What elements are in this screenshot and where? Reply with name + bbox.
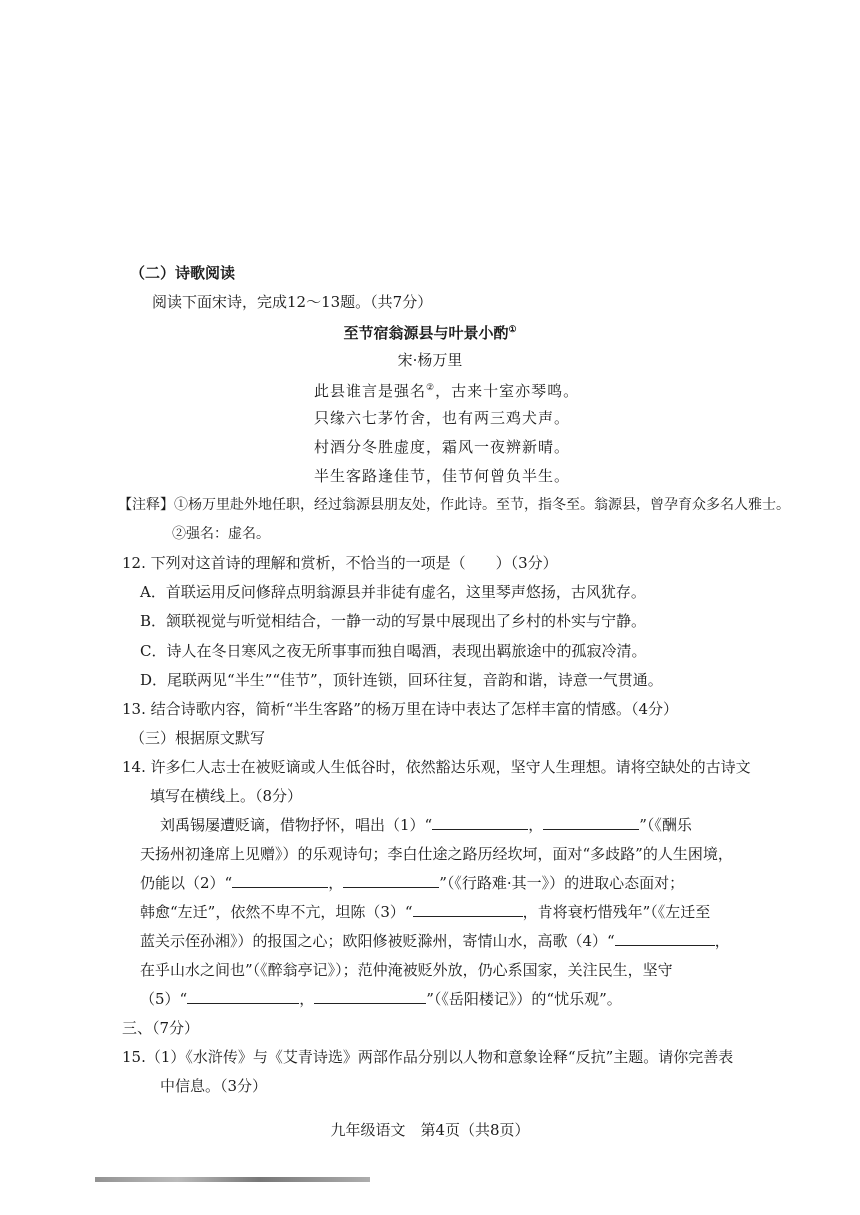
- q14-para-line-2: 天扬州初逢席上见赠》）的乐观诗句；李白仕途之路历经坎坷，面对“多歧路”的人生困境，: [140, 845, 733, 863]
- part3-heading: 三、（7分）: [122, 1019, 200, 1037]
- q14-p3-text-b: ，: [328, 874, 344, 892]
- answer-blank-5b[interactable]: [314, 989, 426, 1004]
- q12-option-b: B．颔联视觉与听觉相结合，一静一动的写景中展现出了乡村的朴实与宁静。: [140, 612, 647, 630]
- q12-option-c: C．诗人在冬日寒风之夜无所事事而独自喝酒，表现出羁旅途中的孤寂冷清。: [140, 642, 647, 660]
- q14-para-line-6: 在乎山水之间也”（《醉翁亭记》）；范仲淹被贬外放，仍心系国家，关注民生，坚守: [140, 961, 673, 979]
- poem-line-1-b: ，古来十室亦琴鸣。: [435, 382, 580, 400]
- q12-stem: 12. 下列对这首诗的理解和赏析，不恰当的一项是（ ）（3分）: [122, 554, 558, 572]
- q14-para-line-4: [140, 901, 710, 923]
- q14-p1-text-c: ”（《酬乐: [639, 816, 692, 834]
- q14-p3-text-a: 仍能以（2）“: [140, 874, 233, 892]
- scan-artifact-line: [95, 1177, 370, 1182]
- section-heading-dictation: （三）根据原文默写: [130, 729, 266, 747]
- q14-p4-text-b: ，肯将衰朽惜残年”（《左迁至: [522, 903, 711, 921]
- q14-p3-text-c: ”（《行路难·其一》）的进取心态面对；: [439, 874, 685, 892]
- note-2: ②强名：虚名。: [172, 526, 270, 542]
- answer-blank-2b[interactable]: [343, 873, 439, 888]
- note-1: 【注释】①杨万里赴外地任职，经过翁源县朋友处，作此诗。至节，指冬至。翁源县，曾孕育众多名人雅士。: [118, 497, 790, 513]
- q14-p4-text-a: 韩愈“左迁”，依然不卑不亢，坦陈（3）“: [140, 903, 413, 921]
- q14-p7-text-c: ”（《岳阳楼记》）的“忧乐观”。: [426, 990, 622, 1008]
- q14-stem-line-1: 14. 许多仁人志士在被贬谪或人生低谷时，依然豁达乐观，坚守人生理想。请将空缺处的古诗文: [122, 758, 751, 776]
- poem-title-note-mark: ①: [508, 325, 517, 335]
- poem-line-1-a: 此县谁言是强名: [314, 382, 427, 400]
- q14-p5-text-a: 蓝关示侄孙湘》）的报国之心；欧阳修被贬滁州，寄情山水，高歌（4）“: [140, 932, 615, 950]
- answer-blank-2a[interactable]: [232, 873, 328, 888]
- poem-author: 宋·杨万里: [397, 351, 463, 369]
- q14-p5-text-b: ，: [714, 932, 730, 950]
- q13-stem: 13. 结合诗歌内容，简析“半生客路”的杨万里在诗中表达了怎样丰富的情感。（4分）: [122, 700, 679, 718]
- answer-blank-1b[interactable]: [543, 815, 639, 830]
- q14-p7-text-a: （5）“: [140, 990, 188, 1008]
- answer-blank-1a[interactable]: [432, 815, 528, 830]
- q14-para-line-3: [140, 872, 684, 894]
- q14-p1-text-a: 刘禹锡屡遭贬谪，借物抒怀，唱出（1）“: [160, 816, 433, 834]
- poem-line-4: 半生客路逢佳节，佳节何曾负半生。: [314, 467, 571, 485]
- poem-title: [0, 319, 860, 344]
- answer-blank-3[interactable]: [413, 902, 523, 917]
- q15-line-1: 15.（1）《水浒传》与《艾青诗选》两部作品分别以人物和意象诠释“反抗”主题。请你完善表: [122, 1048, 734, 1066]
- q12-option-a: A．首联运用反问修辞点明翁源县并非徒有虚名，这里琴声悠扬，古风犹存。: [140, 583, 646, 601]
- section-heading-poetry: （二）诗歌阅读: [130, 264, 236, 282]
- q14-para-line-7: [140, 988, 622, 1010]
- page-footer: 九年级语文 第4页（共8页）: [330, 1121, 530, 1139]
- q14-para-line-1: [160, 814, 692, 836]
- poem-line-2: 只缘六七茅竹舍，也有两三鸡犬声。: [314, 409, 571, 427]
- poem-title-text: 至节宿翁源县与叶景小酌: [343, 324, 509, 342]
- poetry-instruction: 阅读下面宋诗，完成12～13题。（共7分）: [152, 293, 433, 311]
- answer-blank-5a[interactable]: [187, 989, 299, 1004]
- poem-line-3: 村酒分冬胜虚度，霜风一夜辨新晴。: [314, 438, 571, 456]
- q14-p7-text-b: ，: [299, 990, 315, 1008]
- poem-line-1-note-mark: ②: [426, 383, 436, 393]
- q14-p1-text-b: ，: [528, 816, 544, 834]
- q12-option-d: D．尾联两见“半生”“佳节”，顶针连锁，回环往复，音韵和谐，诗意一气贯通。: [140, 671, 663, 689]
- q14-stem-line-2: 填写在横线上。（8分）: [150, 787, 303, 805]
- q14-para-line-5: [140, 930, 730, 952]
- poem-line-1: [314, 377, 579, 402]
- answer-blank-4[interactable]: [615, 931, 715, 946]
- q15-line-2: 中信息。（3分）: [160, 1077, 268, 1095]
